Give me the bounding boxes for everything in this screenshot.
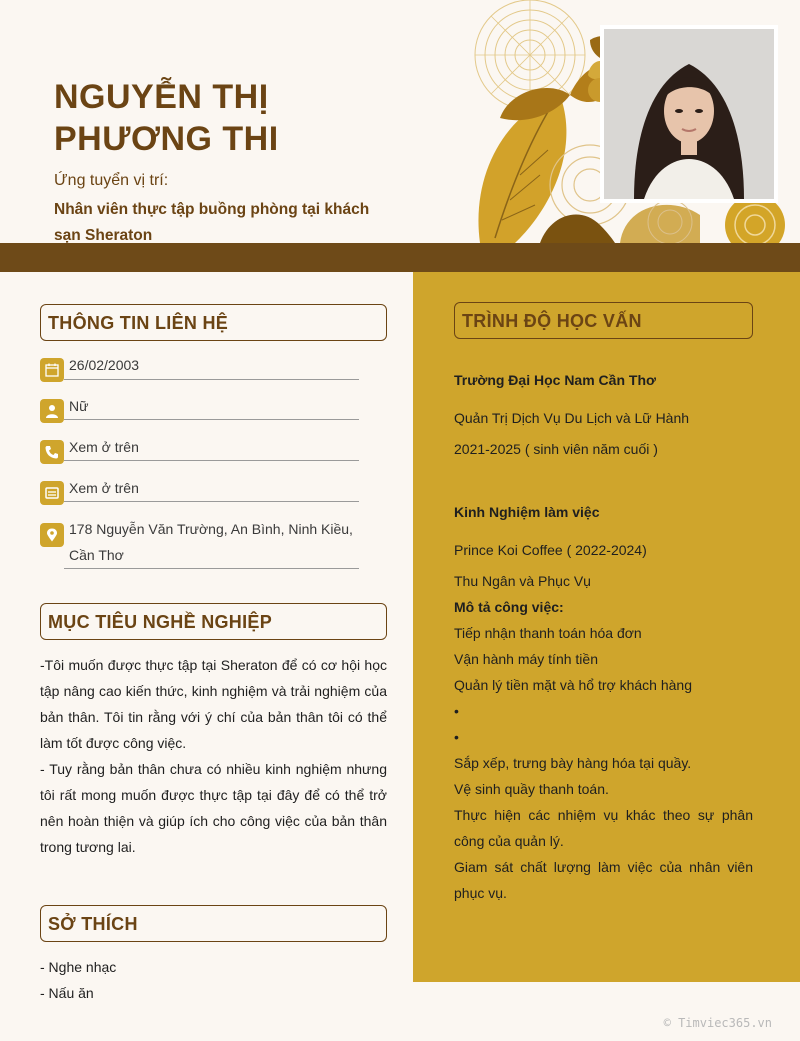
name-line-1: NGUYỄN THỊ: [54, 78, 269, 116]
objective-paragraph-2: - Tuy rằng bản thân chưa có nhiều kinh nghiệm nhưng tôi rất mong muốn được thực tập tại đây để có thể trở nên hoàn thiện và giúp ích cho công việc của bản thân trong tương lai.: [40, 761, 387, 855]
hobbies-section-title: SỞ THÍCH: [40, 905, 387, 942]
study-period: 2021-2025 ( sinh viên năm cuối ): [454, 441, 658, 457]
objective-section-title: MỤC TIÊU NGHỀ NGHIỆP: [40, 603, 387, 640]
phone-text: Xem ở trên: [69, 439, 139, 455]
person-icon: [40, 399, 64, 423]
cv-header: [0, 0, 800, 243]
location-icon: [40, 523, 64, 547]
apply-position: Nhân viên thực tập buồng phòng tại khách sạn Sheraton: [54, 201, 370, 243]
header-band: [0, 243, 800, 272]
job-description-label: Mô tả công việc:: [454, 599, 564, 615]
name-line-2: PHƯƠNG THI: [54, 120, 279, 158]
objective-paragraph-1: -Tôi muốn được thực tập tại Sheraton để có cơ hội học tập nâng cao kiến thức, kinh nghiệm và trải nghiệm của bản thân. Tôi tin rằng với ý chí của bản thân tôi có thể làm tốt được công việc.: [40, 657, 387, 751]
divider: [64, 568, 359, 569]
major: Quản Trị Dịch Vụ Du Lịch và Lữ Hành: [454, 410, 690, 426]
experience-title: Kinh Nghiệm làm việc: [454, 504, 600, 520]
task-list: [454, 620, 753, 906]
job-role: Thu Ngân và Phục Vụ: [454, 573, 591, 589]
divider: [64, 379, 359, 380]
hobbies-list: [40, 954, 116, 1006]
candidate-name: [54, 76, 454, 160]
email-text: Xem ở trên: [69, 480, 139, 496]
contact-section-title: THÔNG TIN LIÊN HỆ: [40, 304, 387, 341]
email-icon: [40, 481, 64, 505]
divider: [64, 419, 359, 420]
company-name: Prince Koi Coffee ( 2022-2024): [454, 542, 647, 558]
birthday-text: 26/02/2003: [69, 357, 140, 373]
task-item: Giam sát chất lượng làm việc của nhân viên phục vụ.: [454, 859, 753, 901]
right-column: [413, 272, 800, 982]
divider: [64, 460, 359, 461]
hobby-item: - Nấu ăn: [40, 985, 94, 1001]
phone-icon: [40, 440, 64, 464]
gender-text: Nữ: [69, 398, 89, 414]
profile-photo: [604, 29, 774, 199]
address-text: 178 Nguyễn Văn Trường, An Bình, Ninh Kiều, Cần Thơ: [69, 521, 353, 563]
apply-label: Ứng tuyển vị trí:: [54, 172, 169, 189]
school-name: Trường Đại Học Nam Cần Thơ: [454, 372, 656, 388]
task-item: Sắp xếp, trưng bày hàng hóa tại quầy.: [454, 755, 692, 771]
task-item: Vận hành máy tính tiền: [454, 651, 598, 667]
profile-photo-frame: [600, 25, 778, 203]
calendar-icon: [40, 358, 64, 382]
divider: [64, 501, 359, 502]
hobby-item: - Nghe nhạc: [40, 959, 117, 975]
task-bullet: •: [454, 729, 459, 745]
task-item: Vệ sinh quầy thanh toán.: [454, 781, 609, 797]
task-item: Thực hiện các nhiệm vụ khác theo sự phân công của quản lý.: [454, 807, 753, 849]
left-column: [0, 272, 413, 1041]
task-item: Quản lý tiền mặt và hổ trợ khách hàng: [454, 677, 692, 693]
watermark: © Timviec365.vn: [663, 1016, 772, 1030]
task-bullet: •: [454, 703, 459, 719]
education-section-title: TRÌNH ĐỘ HỌC VẤN: [454, 302, 753, 339]
objective-text: [40, 652, 387, 860]
task-item: Tiếp nhận thanh toán hóa đơn: [454, 625, 642, 641]
